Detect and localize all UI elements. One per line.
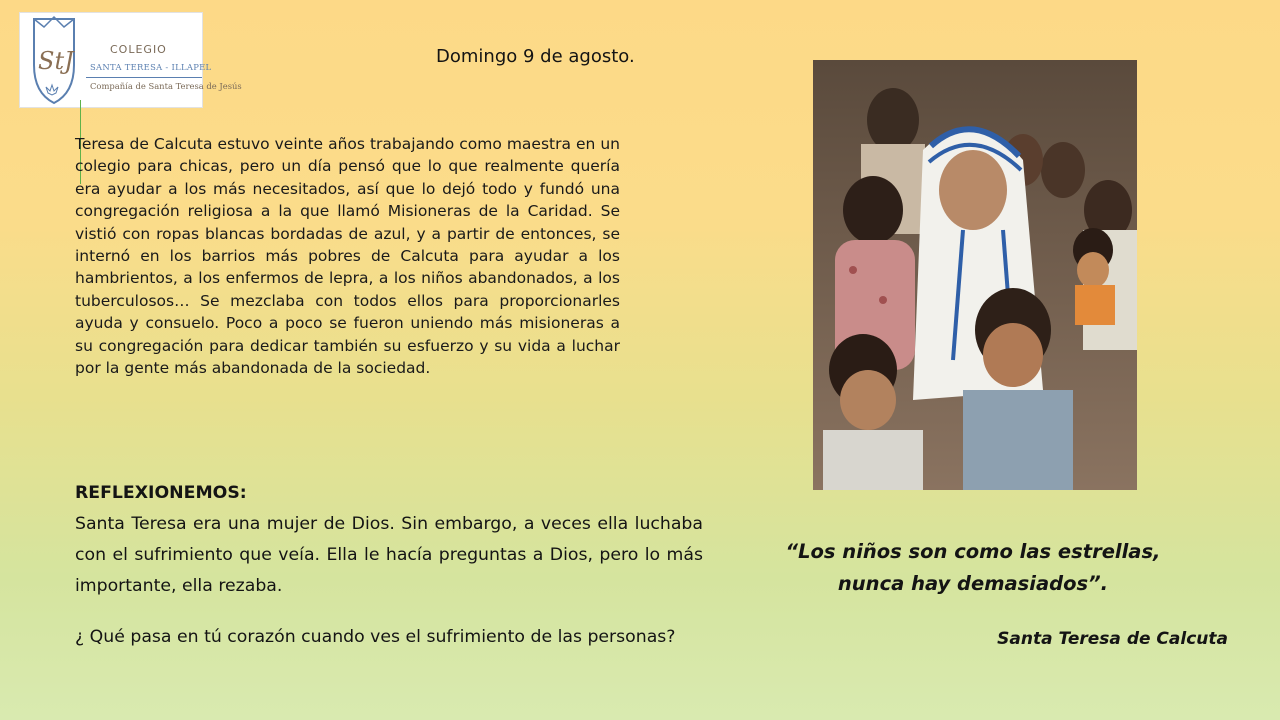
quote-block <box>773 536 1173 600</box>
quote-line-2: nunca hay demasiados”. <box>837 572 1109 595</box>
quote-line-1: “Los niños son como las estrellas, <box>785 540 1161 563</box>
logo-divider <box>86 77 202 78</box>
story-paragraph: Teresa de Calcuta estuvo veinte años trabajando como maestra en un colegio para chicas, pero un día pensó que lo que realmente quería era ayudar a los más necesitados, así que lo dejó todo y fundó una congregación religiosa a la que llamó Misioneras de la Caridad. Se vistió con ropas blancas bordadas de azul, y a partir de entonces, se internó en los barrios más pobres de Calcuta para ayudar a los hambrientos, a los enfermos de lepra, a los niños abandonados, a los tuberculosos… Se mezclaba con todos ellos para proporcionarles ayuda y consuelo. Poco a poco se fueron uniendo más misioneras a su congregación para dedicar también su esfuerzo y su vida a luchar por la gente más abandonada de la sociedad. <box>75 135 620 378</box>
reflection-heading: REFLEXIONEMOS: <box>75 483 247 503</box>
page-date: Domingo 9 de agosto. <box>436 46 635 67</box>
quote-author: Santa Teresa de Calcuta <box>997 629 1228 649</box>
reflection-question: ¿ Qué pasa en tú corazón cuando ves el sufrimiento de las personas? <box>75 627 676 647</box>
reflection-section <box>75 478 703 653</box>
logo-company: Compañía de Santa Teresa de Jesús <box>90 81 242 91</box>
reflection-paragraph: Santa Teresa era una mujer de Dios. Sin embargo, a veces ella luchaba con el sufrimiento que veía. Ella le hacía preguntas a Dios, pero lo más importante, ella rezaba. <box>75 514 703 596</box>
logo-subtitle: SANTA TERESA - ILLAPEL <box>90 62 212 72</box>
svg-text:StJ: StJ <box>38 47 74 75</box>
school-logo <box>19 12 242 108</box>
mother-teresa-photo <box>813 60 1137 490</box>
crest-icon <box>20 13 90 109</box>
logo-name: COLEGIO <box>110 43 167 56</box>
